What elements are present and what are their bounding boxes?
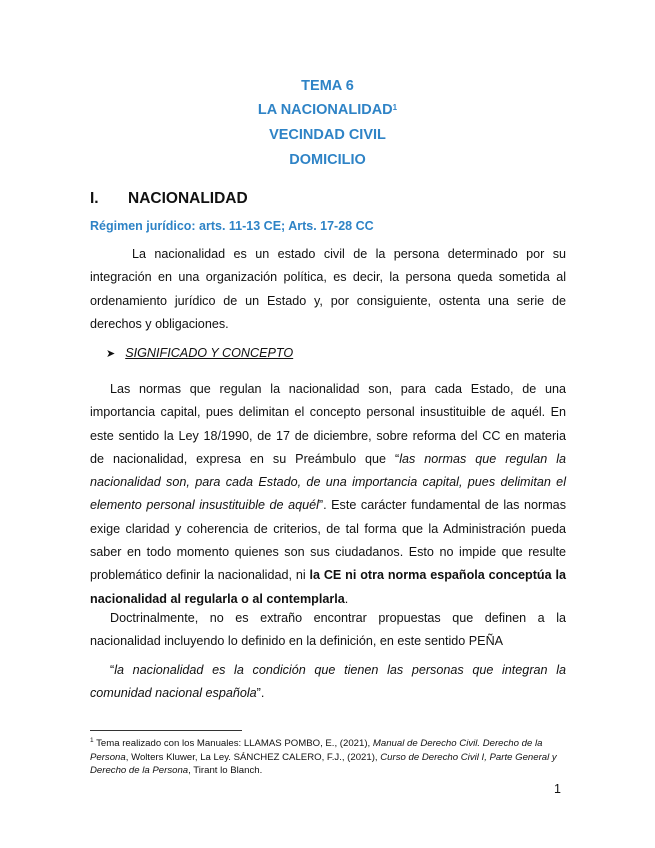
section-title: NACIONALIDAD xyxy=(128,190,248,207)
title-line-nacionalidad xyxy=(0,101,655,119)
footnote-text-2: , Wolters Kluwer, La Ley. SÁNCHEZ CALERO, F.J., (2021), xyxy=(125,751,381,763)
title-nacionalidad-text: LA NACIONALIDAD xyxy=(257,102,393,118)
arrow-bullet-icon: ➤ xyxy=(106,348,116,360)
para-text-1: Las normas que regulan la nacionalidad son, para cada Estado, de una importancia capital, pues delimitan el concepto personal insustituible de aquél. En este sentido la Ley 18/1990, de 17 de diciembre, sobre reforma del CC en materia de nacionalidad, expresa en su Preámbulo que “ xyxy=(90,382,566,466)
title-line-vecindad: VECINDAD CIVIL xyxy=(269,127,386,143)
subsection-title: SIGNIFICADO Y CONCEPTO xyxy=(125,346,294,360)
quote-close: ”. xyxy=(256,686,265,701)
doctrine-paragraph: Doctrinalmente, no es extraño encontrar propuestas que definen a la nacionalidad incluyendo lo definido en la definición, en este sentido PEÑA xyxy=(90,611,566,649)
footnote-book-1: Manual de Derecho Civil. Derecho de la Persona xyxy=(90,738,543,763)
definition-paragraph xyxy=(90,378,566,611)
footnote-book-2: Curso de Derecho Civil I, Parte General y Derecho de la Persona xyxy=(90,751,557,777)
footnote-divider xyxy=(90,730,242,731)
legal-regime-subheading: Régimen jurídico: arts. 11-13 CE; Arts. 17-28 CC xyxy=(90,219,374,233)
footnote xyxy=(90,734,566,778)
footnote-text-1: Tema realizado con los Manuales: LLAMAS POMBO, E., (2021), xyxy=(93,738,373,750)
preamble-quote: las normas que regulan la nacionalidad son, para cada Estado, de una importancia capital, pues delimitan el elemento personal insustituible de aquél xyxy=(90,451,566,513)
footnote-number: 1 xyxy=(90,737,94,744)
pena-quote-paragraph xyxy=(90,659,566,706)
section-heading xyxy=(90,190,248,208)
section-number: I. xyxy=(90,190,99,207)
pena-quote: la nacionalidad es la condición que tienen las personas que integran la comunidad nacional española xyxy=(90,663,566,701)
page-number: 1 xyxy=(554,782,561,796)
para-end: . xyxy=(344,591,349,606)
footnote-text-3: , Tirant lo Blanch. xyxy=(188,765,263,777)
subsection-heading xyxy=(106,346,293,360)
para-text-2: ”. Este carácter fundamental de las normas exige claridad y coherencia de criterios, de tal forma que la Administración pueda saber en todo momento quienes son sus ciudadanos. Esto no impide que resulte problemático definir la nacionalidad, ni xyxy=(90,498,566,583)
footnote-reference[interactable]: 1 xyxy=(392,103,398,112)
bold-emphasis: la CE ni otra norma española conceptúa la nacionalidad al regularla o al contemplarla xyxy=(90,568,566,606)
title-line-tema: TEMA 6 xyxy=(301,78,354,94)
quote-open: “ xyxy=(110,663,115,677)
title-line-domicilio: DOMICILIO xyxy=(289,152,366,168)
intro-paragraph: La nacionalidad es un estado civil de la persona determinado por su integración en una organización política, es decir, la persona queda sometida al ordenamiento jurídico de un Estado y, por consiguiente, ostenta una serie de derechos y obligaciones. xyxy=(90,247,566,331)
